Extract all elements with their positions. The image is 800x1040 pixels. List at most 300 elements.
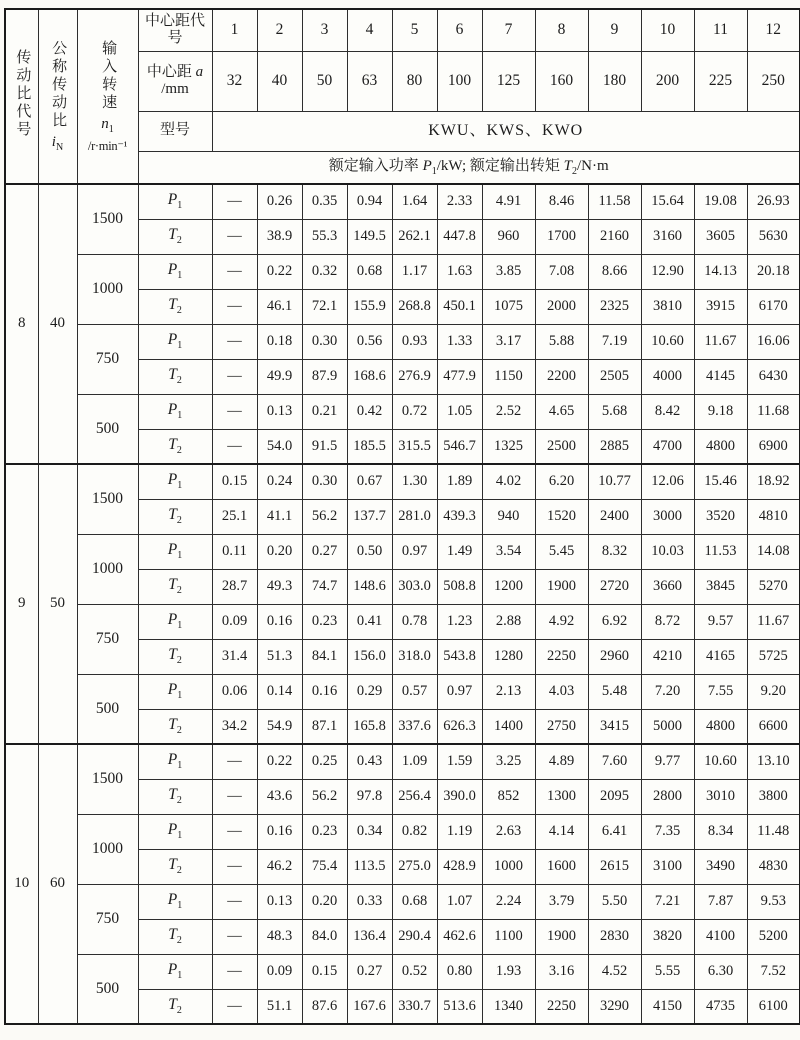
data-cell: 6100: [747, 989, 800, 1024]
data-cell: 165.8: [347, 709, 392, 744]
nominal-ratio-symbol: $i_N$: [51, 133, 64, 153]
data-cell: 0.09: [212, 604, 257, 639]
center-distance-value-cell: 32: [212, 51, 257, 111]
data-cell: 5.50: [588, 884, 641, 919]
t2-row-label: $T_2$: [138, 709, 212, 744]
data-cell: 7.08: [535, 254, 588, 289]
table-row: [5, 954, 800, 989]
data-cell: 1.93: [482, 954, 535, 989]
data-cell: 2.63: [482, 814, 535, 849]
input-speed-cell: 750: [77, 324, 138, 394]
data-cell: 337.6: [392, 709, 437, 744]
data-cell: 4100: [694, 919, 747, 954]
data-cell: 10.60: [694, 744, 747, 779]
data-cell: 1.89: [437, 464, 482, 499]
data-cell: 626.3: [437, 709, 482, 744]
data-cell: 3660: [641, 569, 694, 604]
data-cell: 3415: [588, 709, 641, 744]
data-cell: 1280: [482, 639, 535, 674]
ratio-code-cell: 8: [5, 184, 38, 464]
nominal-ratio-header-text: 公称传动比: [50, 39, 67, 130]
p1-row-label: $P_1$: [138, 324, 212, 359]
table-row: [5, 744, 800, 779]
data-cell: 7.52: [747, 954, 800, 989]
data-cell: 318.0: [392, 639, 437, 674]
data-cell: 4800: [694, 429, 747, 464]
center-distance-code-cell: 8: [535, 9, 588, 51]
data-cell: 75.4: [302, 849, 347, 884]
center-distance-value-cell: 125: [482, 51, 535, 111]
data-cell: 1325: [482, 429, 535, 464]
data-cell: —: [212, 884, 257, 919]
data-cell: 4.89: [535, 744, 588, 779]
center-distance-value-cell: 200: [641, 51, 694, 111]
data-cell: 0.16: [257, 814, 302, 849]
data-cell: 2160: [588, 219, 641, 254]
data-cell: 2750: [535, 709, 588, 744]
input-speed-cell: 500: [77, 954, 138, 1024]
center-distance-value-cell: 80: [392, 51, 437, 111]
data-cell: 6.41: [588, 814, 641, 849]
data-cell: 7.35: [641, 814, 694, 849]
data-cell: 3000: [641, 499, 694, 534]
data-cell: 0.15: [302, 954, 347, 989]
data-cell: 0.42: [347, 394, 392, 429]
data-cell: 2400: [588, 499, 641, 534]
data-cell: 3.54: [482, 534, 535, 569]
data-cell: 185.5: [347, 429, 392, 464]
data-cell: 5.45: [535, 534, 588, 569]
data-cell: 0.25: [302, 744, 347, 779]
table-row: [5, 534, 800, 569]
input-speed-cell: 1500: [77, 464, 138, 534]
data-cell: 5.68: [588, 394, 641, 429]
data-cell: 2250: [535, 989, 588, 1024]
data-cell: 113.5: [347, 849, 392, 884]
data-cell: 5630: [747, 219, 800, 254]
data-cell: 20.18: [747, 254, 800, 289]
table-row: [5, 814, 800, 849]
data-cell: 1.07: [437, 884, 482, 919]
data-cell: 56.2: [302, 779, 347, 814]
data-cell: 268.8: [392, 289, 437, 324]
data-cell: 1600: [535, 849, 588, 884]
data-cell: 262.1: [392, 219, 437, 254]
data-cell: 51.1: [257, 989, 302, 1024]
data-cell: 8.66: [588, 254, 641, 289]
data-cell: 11.58: [588, 184, 641, 219]
data-cell: 0.78: [392, 604, 437, 639]
data-cell: 0.80: [437, 954, 482, 989]
data-cell: 7.55: [694, 674, 747, 709]
data-cell: 167.6: [347, 989, 392, 1024]
data-cell: 1.64: [392, 184, 437, 219]
data-cell: 10.77: [588, 464, 641, 499]
data-cell: —: [212, 919, 257, 954]
data-cell: 38.9: [257, 219, 302, 254]
data-cell: 2000: [535, 289, 588, 324]
data-cell: 51.3: [257, 639, 302, 674]
data-cell: 0.30: [302, 464, 347, 499]
data-cell: 940: [482, 499, 535, 534]
data-cell: 9.57: [694, 604, 747, 639]
data-cell: 3100: [641, 849, 694, 884]
data-cell: 87.1: [302, 709, 347, 744]
center-distance-code-cell: 3: [302, 9, 347, 51]
table-row: [5, 324, 800, 359]
table-row: [5, 674, 800, 709]
data-cell: 428.9: [437, 849, 482, 884]
data-cell: 0.97: [392, 534, 437, 569]
data-cell: —: [212, 429, 257, 464]
data-cell: 74.7: [302, 569, 347, 604]
data-cell: 0.22: [257, 744, 302, 779]
p1-row-label: $P_1$: [138, 814, 212, 849]
input-speed-cell: 1500: [77, 744, 138, 814]
data-cell: 281.0: [392, 499, 437, 534]
data-cell: 136.4: [347, 919, 392, 954]
data-cell: 3160: [641, 219, 694, 254]
data-cell: 4.02: [482, 464, 535, 499]
data-cell: 3010: [694, 779, 747, 814]
center-distance-code-cell: 5: [392, 9, 437, 51]
data-cell: 156.0: [347, 639, 392, 674]
data-cell: 3.25: [482, 744, 535, 779]
data-cell: 5.48: [588, 674, 641, 709]
input-speed-cell: 1000: [77, 814, 138, 884]
data-cell: 2200: [535, 359, 588, 394]
data-cell: 508.8: [437, 569, 482, 604]
data-cell: —: [212, 289, 257, 324]
data-cell: 148.6: [347, 569, 392, 604]
p1-row-label: $P_1$: [138, 184, 212, 219]
data-cell: 0.13: [257, 884, 302, 919]
data-cell: 0.43: [347, 744, 392, 779]
data-cell: 15.46: [694, 464, 747, 499]
center-distance-label: 中心距 a /mm: [138, 51, 212, 111]
data-cell: 87.9: [302, 359, 347, 394]
data-cell: 330.7: [392, 989, 437, 1024]
data-cell: 84.1: [302, 639, 347, 674]
p1-row-label: $P_1$: [138, 604, 212, 639]
data-cell: —: [212, 359, 257, 394]
center-distance-code-label: 中心距代号: [138, 9, 212, 51]
t2-row-label: $T_2$: [138, 779, 212, 814]
data-cell: 9.20: [747, 674, 800, 709]
data-cell: 3810: [641, 289, 694, 324]
data-cell: 0.21: [302, 394, 347, 429]
data-cell: 16.06: [747, 324, 800, 359]
data-cell: 2325: [588, 289, 641, 324]
data-cell: 2250: [535, 639, 588, 674]
data-cell: 0.33: [347, 884, 392, 919]
p1-row-label: $P_1$: [138, 674, 212, 709]
center-distance-code-cell: 10: [641, 9, 694, 51]
data-cell: 0.15: [212, 464, 257, 499]
data-cell: 2800: [641, 779, 694, 814]
data-cell: 0.41: [347, 604, 392, 639]
data-cell: 10.60: [641, 324, 694, 359]
data-cell: 3.85: [482, 254, 535, 289]
data-cell: 0.56: [347, 324, 392, 359]
data-cell: 7.20: [641, 674, 694, 709]
data-cell: 4.03: [535, 674, 588, 709]
data-cell: 7.19: [588, 324, 641, 359]
data-cell: 0.20: [257, 534, 302, 569]
data-cell: 9.18: [694, 394, 747, 429]
data-cell: 7.87: [694, 884, 747, 919]
data-cell: 0.27: [302, 534, 347, 569]
data-cell: 2505: [588, 359, 641, 394]
data-cell: 28.7: [212, 569, 257, 604]
data-cell: 6170: [747, 289, 800, 324]
t2-row-label: $T_2$: [138, 499, 212, 534]
data-cell: 0.13: [257, 394, 302, 429]
data-cell: 0.22: [257, 254, 302, 289]
data-cell: 450.1: [437, 289, 482, 324]
data-cell: 49.3: [257, 569, 302, 604]
data-cell: —: [212, 744, 257, 779]
data-cell: 1900: [535, 919, 588, 954]
center-distance-value-cell: 160: [535, 51, 588, 111]
data-cell: 0.68: [347, 254, 392, 289]
data-cell: 13.10: [747, 744, 800, 779]
data-cell: 0.97: [437, 674, 482, 709]
t2-row-label: $T_2$: [138, 569, 212, 604]
data-cell: 0.16: [302, 674, 347, 709]
data-cell: 2720: [588, 569, 641, 604]
center-distance-code-cell: 11: [694, 9, 747, 51]
data-cell: 15.64: [641, 184, 694, 219]
data-cell: 0.68: [392, 884, 437, 919]
center-distance-code-cell: 12: [747, 9, 800, 51]
data-cell: 12.90: [641, 254, 694, 289]
data-cell: —: [212, 779, 257, 814]
data-cell: 390.0: [437, 779, 482, 814]
data-cell: 19.08: [694, 184, 747, 219]
data-cell: 2.24: [482, 884, 535, 919]
data-cell: 87.6: [302, 989, 347, 1024]
p1-row-label: $P_1$: [138, 394, 212, 429]
data-cell: 0.16: [257, 604, 302, 639]
data-cell: 8.42: [641, 394, 694, 429]
data-cell: 2500: [535, 429, 588, 464]
data-cell: 137.7: [347, 499, 392, 534]
data-cell: 3.16: [535, 954, 588, 989]
data-cell: 3820: [641, 919, 694, 954]
center-distance-code-cell: 7: [482, 9, 535, 51]
data-cell: 1100: [482, 919, 535, 954]
input-speed-cell: 500: [77, 394, 138, 464]
t2-row-label: $T_2$: [138, 919, 212, 954]
data-cell: 41.1: [257, 499, 302, 534]
data-cell: 1150: [482, 359, 535, 394]
data-cell: 3490: [694, 849, 747, 884]
data-cell: 8.46: [535, 184, 588, 219]
data-cell: 11.48: [747, 814, 800, 849]
table-row: [5, 394, 800, 429]
data-cell: 10.03: [641, 534, 694, 569]
data-cell: 6.30: [694, 954, 747, 989]
data-cell: 4700: [641, 429, 694, 464]
data-cell: 0.82: [392, 814, 437, 849]
data-cell: 1.33: [437, 324, 482, 359]
nominal-ratio-cell: 40: [38, 184, 77, 464]
data-cell: 2615: [588, 849, 641, 884]
data-cell: 0.18: [257, 324, 302, 359]
data-cell: 0.27: [347, 954, 392, 989]
data-cell: 1.63: [437, 254, 482, 289]
data-cell: 6600: [747, 709, 800, 744]
data-cell: 3520: [694, 499, 747, 534]
data-cell: 0.67: [347, 464, 392, 499]
t2-row-label: $T_2$: [138, 429, 212, 464]
data-cell: 4.91: [482, 184, 535, 219]
data-cell: 1.59: [437, 744, 482, 779]
data-cell: 3.79: [535, 884, 588, 919]
data-cell: 0.11: [212, 534, 257, 569]
data-cell: —: [212, 849, 257, 884]
data-cell: 0.57: [392, 674, 437, 709]
data-cell: 2.13: [482, 674, 535, 709]
center-distance-code-cell: 1: [212, 9, 257, 51]
center-distance-code-cell: 6: [437, 9, 482, 51]
data-cell: 56.2: [302, 499, 347, 534]
data-cell: 1340: [482, 989, 535, 1024]
ratio-code-cell: 9: [5, 464, 38, 744]
rating-header: 额定输入功率 $P_1/kW$; 额定输出转矩 $T_2/N\cdot m$: [138, 151, 800, 184]
data-cell: 84.0: [302, 919, 347, 954]
data-cell: 4210: [641, 639, 694, 674]
data-cell: 0.35: [302, 184, 347, 219]
data-cell: 1400: [482, 709, 535, 744]
data-cell: 14.08: [747, 534, 800, 569]
data-cell: —: [212, 184, 257, 219]
data-cell: 4.92: [535, 604, 588, 639]
data-cell: 0.94: [347, 184, 392, 219]
data-cell: 155.9: [347, 289, 392, 324]
data-cell: 11.67: [747, 604, 800, 639]
data-cell: 0.34: [347, 814, 392, 849]
data-cell: 168.6: [347, 359, 392, 394]
data-cell: 8.72: [641, 604, 694, 639]
data-cell: 0.29: [347, 674, 392, 709]
data-cell: 0.93: [392, 324, 437, 359]
col-header-nominal-ratio: [38, 9, 77, 184]
data-cell: 1.49: [437, 534, 482, 569]
data-cell: 6.20: [535, 464, 588, 499]
data-cell: 0.30: [302, 324, 347, 359]
center-distance-code-cell: 4: [347, 9, 392, 51]
p1-row-label: $P_1$: [138, 884, 212, 919]
data-cell: 4.14: [535, 814, 588, 849]
data-cell: 0.20: [302, 884, 347, 919]
data-cell: 4.52: [588, 954, 641, 989]
data-cell: 1300: [535, 779, 588, 814]
center-distance-value-cell: 100: [437, 51, 482, 111]
center-distance-code-cell: 2: [257, 9, 302, 51]
data-cell: —: [212, 394, 257, 429]
col-header-ratio-code: [5, 9, 38, 184]
data-cell: 5000: [641, 709, 694, 744]
data-cell: 4000: [641, 359, 694, 394]
data-cell: 2.33: [437, 184, 482, 219]
data-cell: 1.09: [392, 744, 437, 779]
data-cell: 513.6: [437, 989, 482, 1024]
data-cell: 447.8: [437, 219, 482, 254]
data-cell: 0.50: [347, 534, 392, 569]
data-cell: 14.13: [694, 254, 747, 289]
input-speed-unit: /r·min⁻¹: [87, 139, 128, 154]
data-cell: 315.5: [392, 429, 437, 464]
data-cell: 11.53: [694, 534, 747, 569]
data-cell: 3915: [694, 289, 747, 324]
data-cell: 4735: [694, 989, 747, 1024]
data-cell: 0.14: [257, 674, 302, 709]
data-cell: 6430: [747, 359, 800, 394]
data-cell: 2885: [588, 429, 641, 464]
data-cell: 149.5: [347, 219, 392, 254]
data-cell: 48.3: [257, 919, 302, 954]
data-cell: 1.19: [437, 814, 482, 849]
data-cell: 9.77: [641, 744, 694, 779]
data-cell: 5725: [747, 639, 800, 674]
data-cell: 54.9: [257, 709, 302, 744]
data-cell: —: [212, 324, 257, 359]
data-cell: 18.92: [747, 464, 800, 499]
data-cell: 477.9: [437, 359, 482, 394]
data-cell: 960: [482, 219, 535, 254]
data-cell: 6900: [747, 429, 800, 464]
data-cell: 1200: [482, 569, 535, 604]
data-cell: 0.23: [302, 604, 347, 639]
ratio-code-header-text: 传动比代号: [14, 48, 31, 139]
table-row: [5, 184, 800, 219]
data-cell: 275.0: [392, 849, 437, 884]
data-cell: 1700: [535, 219, 588, 254]
data-cell: 7.21: [641, 884, 694, 919]
data-cell: 4165: [694, 639, 747, 674]
input-speed-cell: 750: [77, 884, 138, 954]
data-cell: 12.06: [641, 464, 694, 499]
t2-row-label: $T_2$: [138, 219, 212, 254]
table-row: [5, 464, 800, 499]
data-cell: —: [212, 954, 257, 989]
center-distance-value-cell: 180: [588, 51, 641, 111]
model-label: 型号: [138, 111, 212, 151]
data-cell: 11.67: [694, 324, 747, 359]
data-cell: —: [212, 254, 257, 289]
data-cell: 1000: [482, 849, 535, 884]
data-cell: 4810: [747, 499, 800, 534]
data-cell: 34.2: [212, 709, 257, 744]
data-cell: 4145: [694, 359, 747, 394]
data-cell: 5200: [747, 919, 800, 954]
data-cell: 5270: [747, 569, 800, 604]
input-speed-cell: 1500: [77, 184, 138, 254]
data-cell: 2960: [588, 639, 641, 674]
data-cell: 91.5: [302, 429, 347, 464]
data-cell: 0.24: [257, 464, 302, 499]
t2-row-label: $T_2$: [138, 359, 212, 394]
ratio-code-cell: 10: [5, 744, 38, 1024]
t2-row-label: $T_2$: [138, 989, 212, 1024]
data-cell: 31.4: [212, 639, 257, 674]
center-distance-code-cell: 9: [588, 9, 641, 51]
data-cell: 2.52: [482, 394, 535, 429]
center-distance-value-cell: 250: [747, 51, 800, 111]
data-cell: 1.30: [392, 464, 437, 499]
